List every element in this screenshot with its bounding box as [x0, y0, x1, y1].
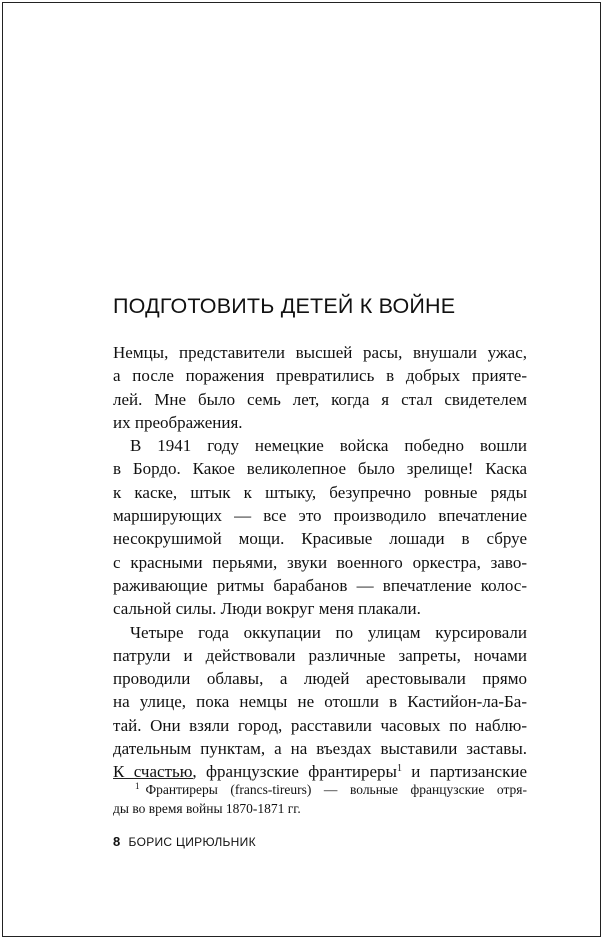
body-line: патрули и действовали различные запреты, ночами — [113, 645, 527, 665]
body-line: а после поражения превратились в добрых прияте- — [113, 366, 527, 386]
body-line: их преображения. — [113, 412, 243, 432]
footnote-line: ды во время войны 1870-1871 гг. — [113, 801, 301, 816]
footnote-text: Франтиреры (francs-tireurs) — вольные французские отря- — [145, 782, 527, 797]
body-line: лей. Мне было семь лет, когда я стал свидетелем — [113, 389, 527, 409]
body-line-end: и партизанские — [401, 762, 528, 782]
footnote-reference[interactable]: 1 — [396, 763, 402, 775]
chapter-title: ПОДГОТОВИТЬ ДЕТЕЙ К ВОЙНЕ — [113, 294, 456, 318]
footnote-divider — [113, 778, 193, 779]
footnote-line — [113, 780, 527, 799]
page-number: 8 — [113, 834, 121, 849]
body-line: в Бордо. Какое великолепное было зрелище! Каска — [113, 459, 527, 479]
body-line: дательным пунктам, а на въездах выставили заставы. — [113, 739, 527, 759]
body-line: В 1941 году немецкие войска победно вошли — [130, 436, 527, 456]
running-footer — [113, 834, 256, 850]
body-line: на улице, пока немцы не отошли в Кастийон-ла-Ба- — [113, 692, 527, 712]
footnote — [113, 780, 527, 818]
footnote-marker: 1 — [135, 781, 140, 791]
body-line: марширующих — все это производило впечатление — [113, 506, 527, 526]
body-line: проводили облавы, а людей арестовывали прямо — [113, 669, 527, 689]
body-line: тай. Они взяли город, расставили часовых по наблю- — [113, 715, 527, 735]
body-line: с красными перьями, звуки военного оркестра, заво- — [113, 552, 527, 572]
body-line: раживающие ритмы барабанов — впечатление колос- — [113, 575, 527, 595]
body-text — [113, 341, 527, 784]
body-line: Четыре года оккупации по улицам курсировали — [130, 622, 527, 642]
body-line: сальной силы. Люди вокруг меня плакали. — [113, 599, 421, 619]
body-line: несокрушимой мощи. Красивые лошади в сбруе — [113, 529, 527, 549]
body-line-start: К счастью, французские франтиреры — [113, 762, 397, 782]
author-name: БОРИС ЦИРЮЛЬНИК — [128, 835, 256, 849]
body-line: Немцы, представители высшей расы, внушали ужас, — [113, 343, 527, 362]
body-line: к каске, штык к штыку, безупречно ровные ряды — [113, 482, 527, 502]
